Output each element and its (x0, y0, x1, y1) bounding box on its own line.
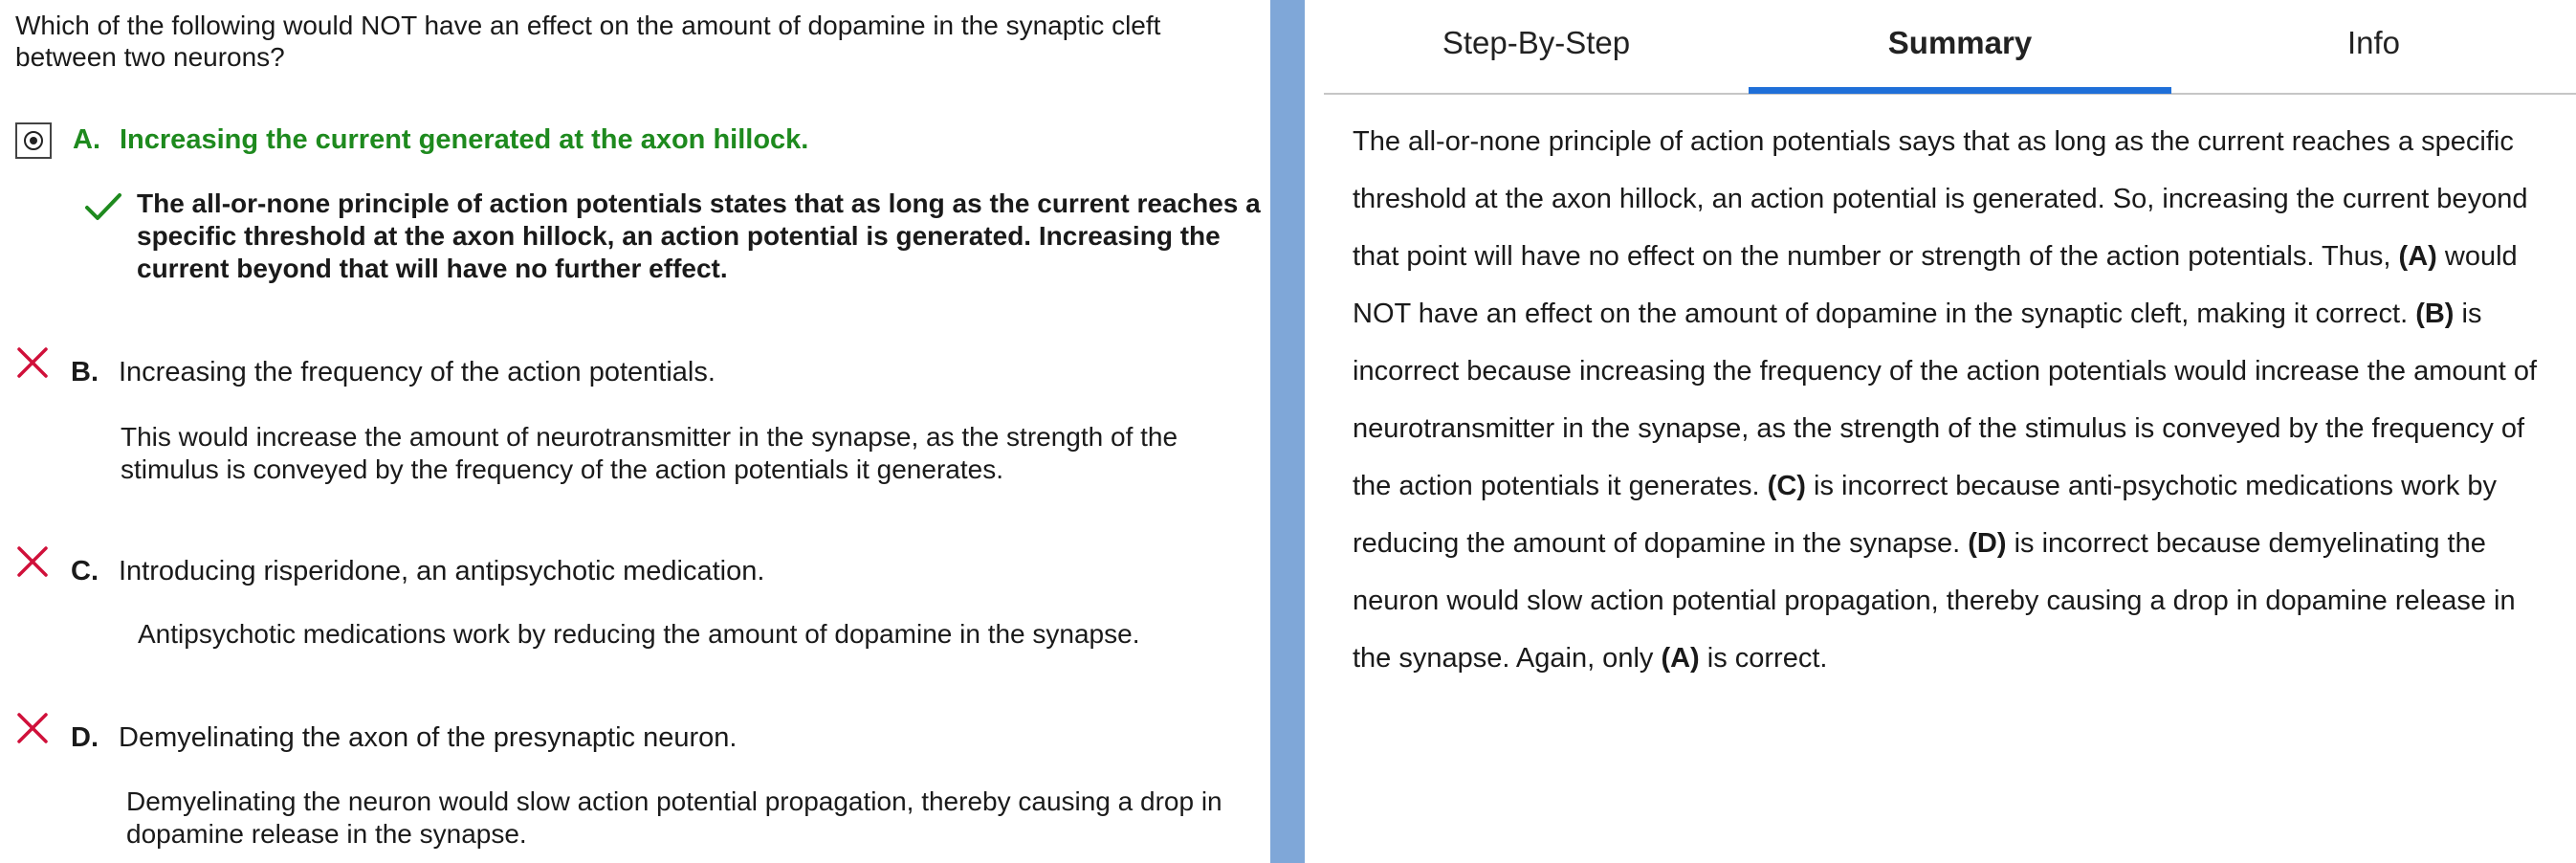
summary-part: is incorrect because anti-psychotic medications work by reducing the amount of dopamine in the synapse. (1353, 471, 2498, 559)
question-text: Which of the following would NOT have an effect on the amount of dopamine in the synaptic cleft between two neurons? (15, 11, 1161, 72)
tab-step-by-step[interactable]: Step-By-Step (1442, 25, 1631, 60)
summary-part: is incorrect because demyelinating the neuron would slow action potential propagation, thereby causing a drop in dopamine release in the synapse. Again, only (1353, 528, 2516, 674)
answer-ref: (D) (1968, 528, 2007, 559)
tab-bar (1324, 0, 2576, 95)
summary-part: would NOT have an effect on the amount of dopamine in the synaptic cleft, making it correct. (1353, 241, 2518, 329)
option-text: Increasing the frequency of the action potentials. (119, 357, 716, 387)
summary-part: is incorrect because increasing the frequency of the action potentials would increase the amount of neurotransmitter in the synapse, as the strength of the stimulus is conveyed by the frequency of the action potentials it generates. (1353, 299, 2538, 501)
option-explanation: This would increase the amount of neurotransmitter in the synapse, as the strength of the stimulus is conveyed by the frequency of the action potentials it generates. (121, 422, 1178, 484)
selected-radio-button[interactable] (15, 122, 52, 159)
summary-part: The all-or-none principle of action potentials says that as long as the current reaches a specific threshold at the axon hillock, an action potential is generated. So, increasing the current beyond that point will have no effect on the number or strength of the action potentials. Thus, (1353, 126, 2528, 272)
option-explanation: Demyelinating the neuron would slow action potential propagation, thereby causing a drop in dopamine release in the synapse. (126, 786, 1222, 849)
explanation-panel (1305, 0, 2576, 863)
answer-ref: (C) (1767, 471, 1806, 501)
checkmark-icon (84, 191, 122, 222)
answer-ref: (A) (2398, 241, 2437, 272)
incorrect-x-icon (16, 545, 49, 578)
tab-info[interactable]: Info (2346, 25, 2401, 60)
active-tab-indicator (1749, 87, 2171, 94)
summary-part: is correct. (1699, 643, 1828, 674)
option-text: Introducing risperidone, an antipsychotic medication. (119, 556, 765, 586)
option-letter: D. (71, 722, 99, 753)
radio-dot-icon (30, 137, 37, 144)
option-letter: B. (71, 357, 99, 387)
option-letter: C. (71, 556, 99, 586)
summary-text (1353, 113, 2558, 687)
tab-summary[interactable]: Summary (1887, 25, 2033, 60)
answer-ref: (A) (1661, 643, 1700, 674)
incorrect-x-icon (16, 712, 49, 744)
option-text: Increasing the current generated at the axon hillock. (120, 124, 809, 155)
incorrect-x-icon (16, 346, 49, 379)
option-letter: A. (73, 124, 100, 155)
radio-ring-icon (24, 131, 43, 150)
question-panel (0, 0, 1270, 863)
panel-divider[interactable] (1270, 0, 1305, 863)
option-explanation: The all-or-none principle of action potentials states that as long as the current reaches a specific threshold at the axon hillock, an action potential is generated. Increasing the current beyond that will have no further effect. (137, 188, 1261, 283)
option-explanation: Antipsychotic medications work by reducing the amount of dopamine in the synapse. (138, 619, 1140, 649)
answer-ref: (B) (2415, 299, 2455, 329)
option-text: Demyelinating the axon of the presynaptic neuron. (119, 722, 738, 753)
